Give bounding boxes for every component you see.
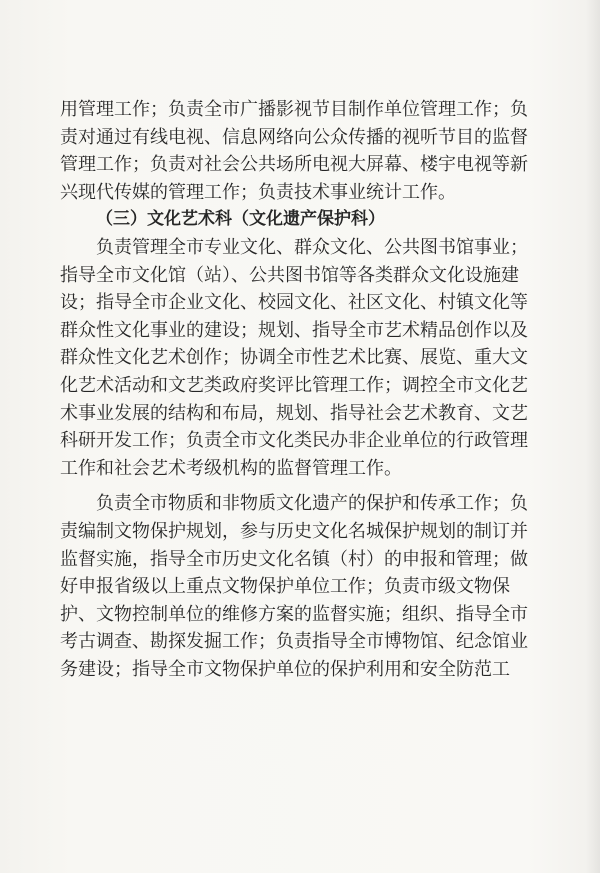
text-line: 群众性文化艺术创作；协调全市性艺术比赛、展览、重大文 bbox=[60, 347, 528, 369]
document-body bbox=[60, 96, 580, 683]
text-line: 护、文物控制单位的维修方案的监督实施；组织、指导全市 bbox=[60, 603, 528, 625]
text-line: 好申报省级以上重点文物保护单位工作；负责市级文物保 bbox=[60, 576, 510, 598]
text-line: 管理工作；负责对社会公共场所电视大屏幕、楼宇电视等新 bbox=[60, 154, 528, 176]
text-line: 用管理工作；负责全市广播影视节目制作单位管理工作；负 bbox=[60, 99, 528, 120]
paragraph-section-3 bbox=[60, 490, 580, 683]
text-line: 群众性文化事业的建设；规划、指导全市艺术精品创作以及 bbox=[60, 319, 528, 341]
text-line: 术事业发展的结构和布局，规划、指导社会艺术教育、文艺 bbox=[60, 402, 528, 424]
text-line: 监督实施，指导全市历史文化名镇（村）的申报和管理；做 bbox=[60, 548, 528, 570]
text-line: 化艺术活动和文艺类政府奖评比管理工作；调控全市文化艺 bbox=[60, 374, 528, 396]
text-line: 兴现代传媒的管理工作；负责技术事业统计工作。 bbox=[60, 181, 456, 203]
page-binding-shadow bbox=[586, 0, 600, 873]
text-line: 责编制文物保护规划，参与历史文化名城保护规划的制订并 bbox=[60, 520, 528, 542]
text-line: 负责管理全市专业文化、群众文化、公共图书馆事业； bbox=[96, 236, 528, 258]
text-line: 负责全市物质和非物质文化遗产的保护和传承工作；负 bbox=[96, 493, 528, 515]
text-line: 科研开发工作；负责全市文化类民办非企业单位的行政管理 bbox=[60, 430, 528, 452]
text-line: 工作和社会艺术考级机构的监督管理工作。 bbox=[60, 457, 402, 479]
text-line: 设；指导全市企业文化、校园文化、社区文化、村镇文化等 bbox=[60, 292, 528, 314]
text-line: 务建设；指导全市文物保护单位的保护利用和安全防范工 bbox=[60, 658, 510, 680]
paragraph-section-2 bbox=[60, 234, 580, 482]
text-line: 责对通过有线电视、信息网络向公众传播的视听节目的监督 bbox=[60, 126, 528, 148]
text-line: 考古调查、勘探发掘工作；负责指导全市博物馆、纪念馆业 bbox=[60, 631, 528, 653]
text-line: 指导全市文化馆（站）、公共图书馆等各类群众文化设施建 bbox=[60, 264, 519, 286]
section-heading: （三）文化艺术科（文化遗产保护科） bbox=[96, 209, 385, 230]
paragraph-gap bbox=[60, 482, 580, 490]
paragraph-section-1 bbox=[60, 96, 580, 206]
